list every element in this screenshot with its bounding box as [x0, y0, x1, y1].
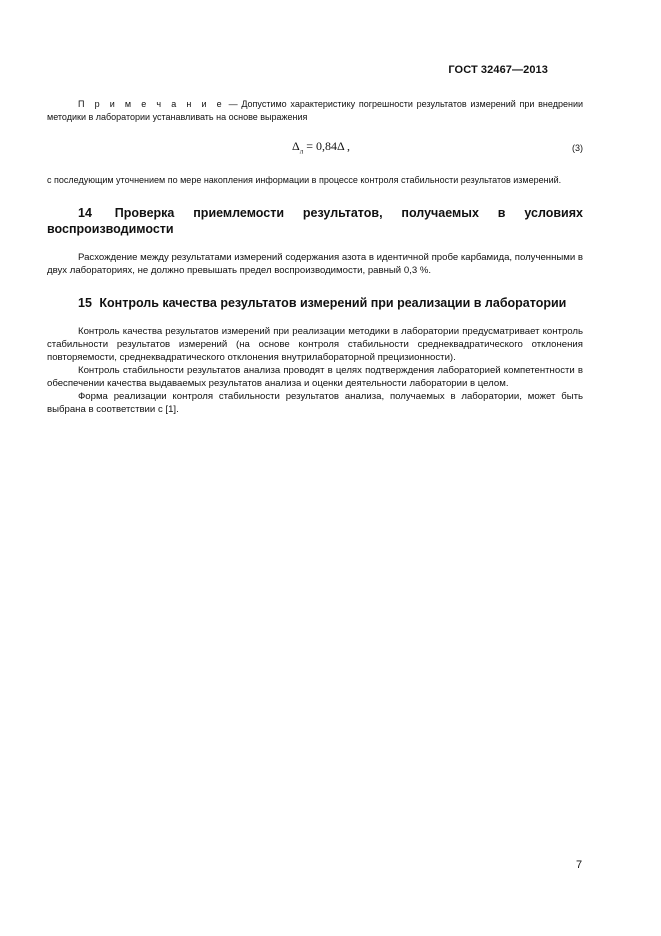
section-15-paragraph-3: Форма реализации контроля стабильности результатов анализа, получаемых в лаборатории, может быть выбрана в соответствии с [1].	[47, 391, 583, 415]
section-14-heading	[47, 205, 583, 237]
section-15-paragraph-2: Контроль стабильности результатов анализа проводят в целях подтверждения лабораторией компетентности в обеспечении качества выдаваемых результатов анализа и оценки деятельности лаборатории в целом.	[47, 365, 583, 389]
section-14-paragraph: Расхождение между результатами измерений содержания азота в идентичной пробе карбамида, полученными в двух лабораториях, не должно превышать предел воспроизводимости, равный 0,3 %.	[47, 252, 584, 276]
formula	[292, 140, 350, 158]
formula-rhs: = 0,84Δ ,	[303, 139, 351, 153]
formula-line	[47, 138, 583, 166]
note-paragraph	[47, 98, 583, 124]
section-15-title: Контроль качества результатов измерений при реализации в лаборатории	[99, 296, 567, 310]
formula-lhs: Δ	[292, 139, 300, 153]
section-14-title: Проверка приемлемости результатов, получаемых в условиях воспроизводимости	[47, 206, 583, 236]
section-14-number: 14	[78, 206, 92, 220]
note-continuation: с последующим уточнением по мере накопления информации в процессе контроля стабильности результатов измерений.	[47, 175, 562, 185]
page-number: 7	[576, 859, 583, 871]
section-15-heading	[47, 295, 583, 311]
note-text: — Допустимо характеристику погрешности результатов измерений при внедрении методики в лаборатории устанавливать на основе выражения	[47, 99, 583, 122]
formula-number: (3)	[572, 143, 583, 153]
formula-lhs-subscript: л	[299, 147, 304, 156]
section-15-number: 15	[78, 296, 92, 310]
document-standard-header: ГОСТ 32467—2013	[448, 64, 548, 76]
section-15-paragraph-1: Контроль качества результатов измерений при реализации методики в лаборатории предусматривает контроль стабильности результатов измерений (на основе контроля стабильности среднеквадратического отклонения повторяемости, среднеквадратического отклонения внутрилабораторной прецизионности).	[47, 326, 583, 363]
page-content	[47, 98, 583, 416]
note-label: П р и м е ч а н и е	[78, 99, 225, 109]
